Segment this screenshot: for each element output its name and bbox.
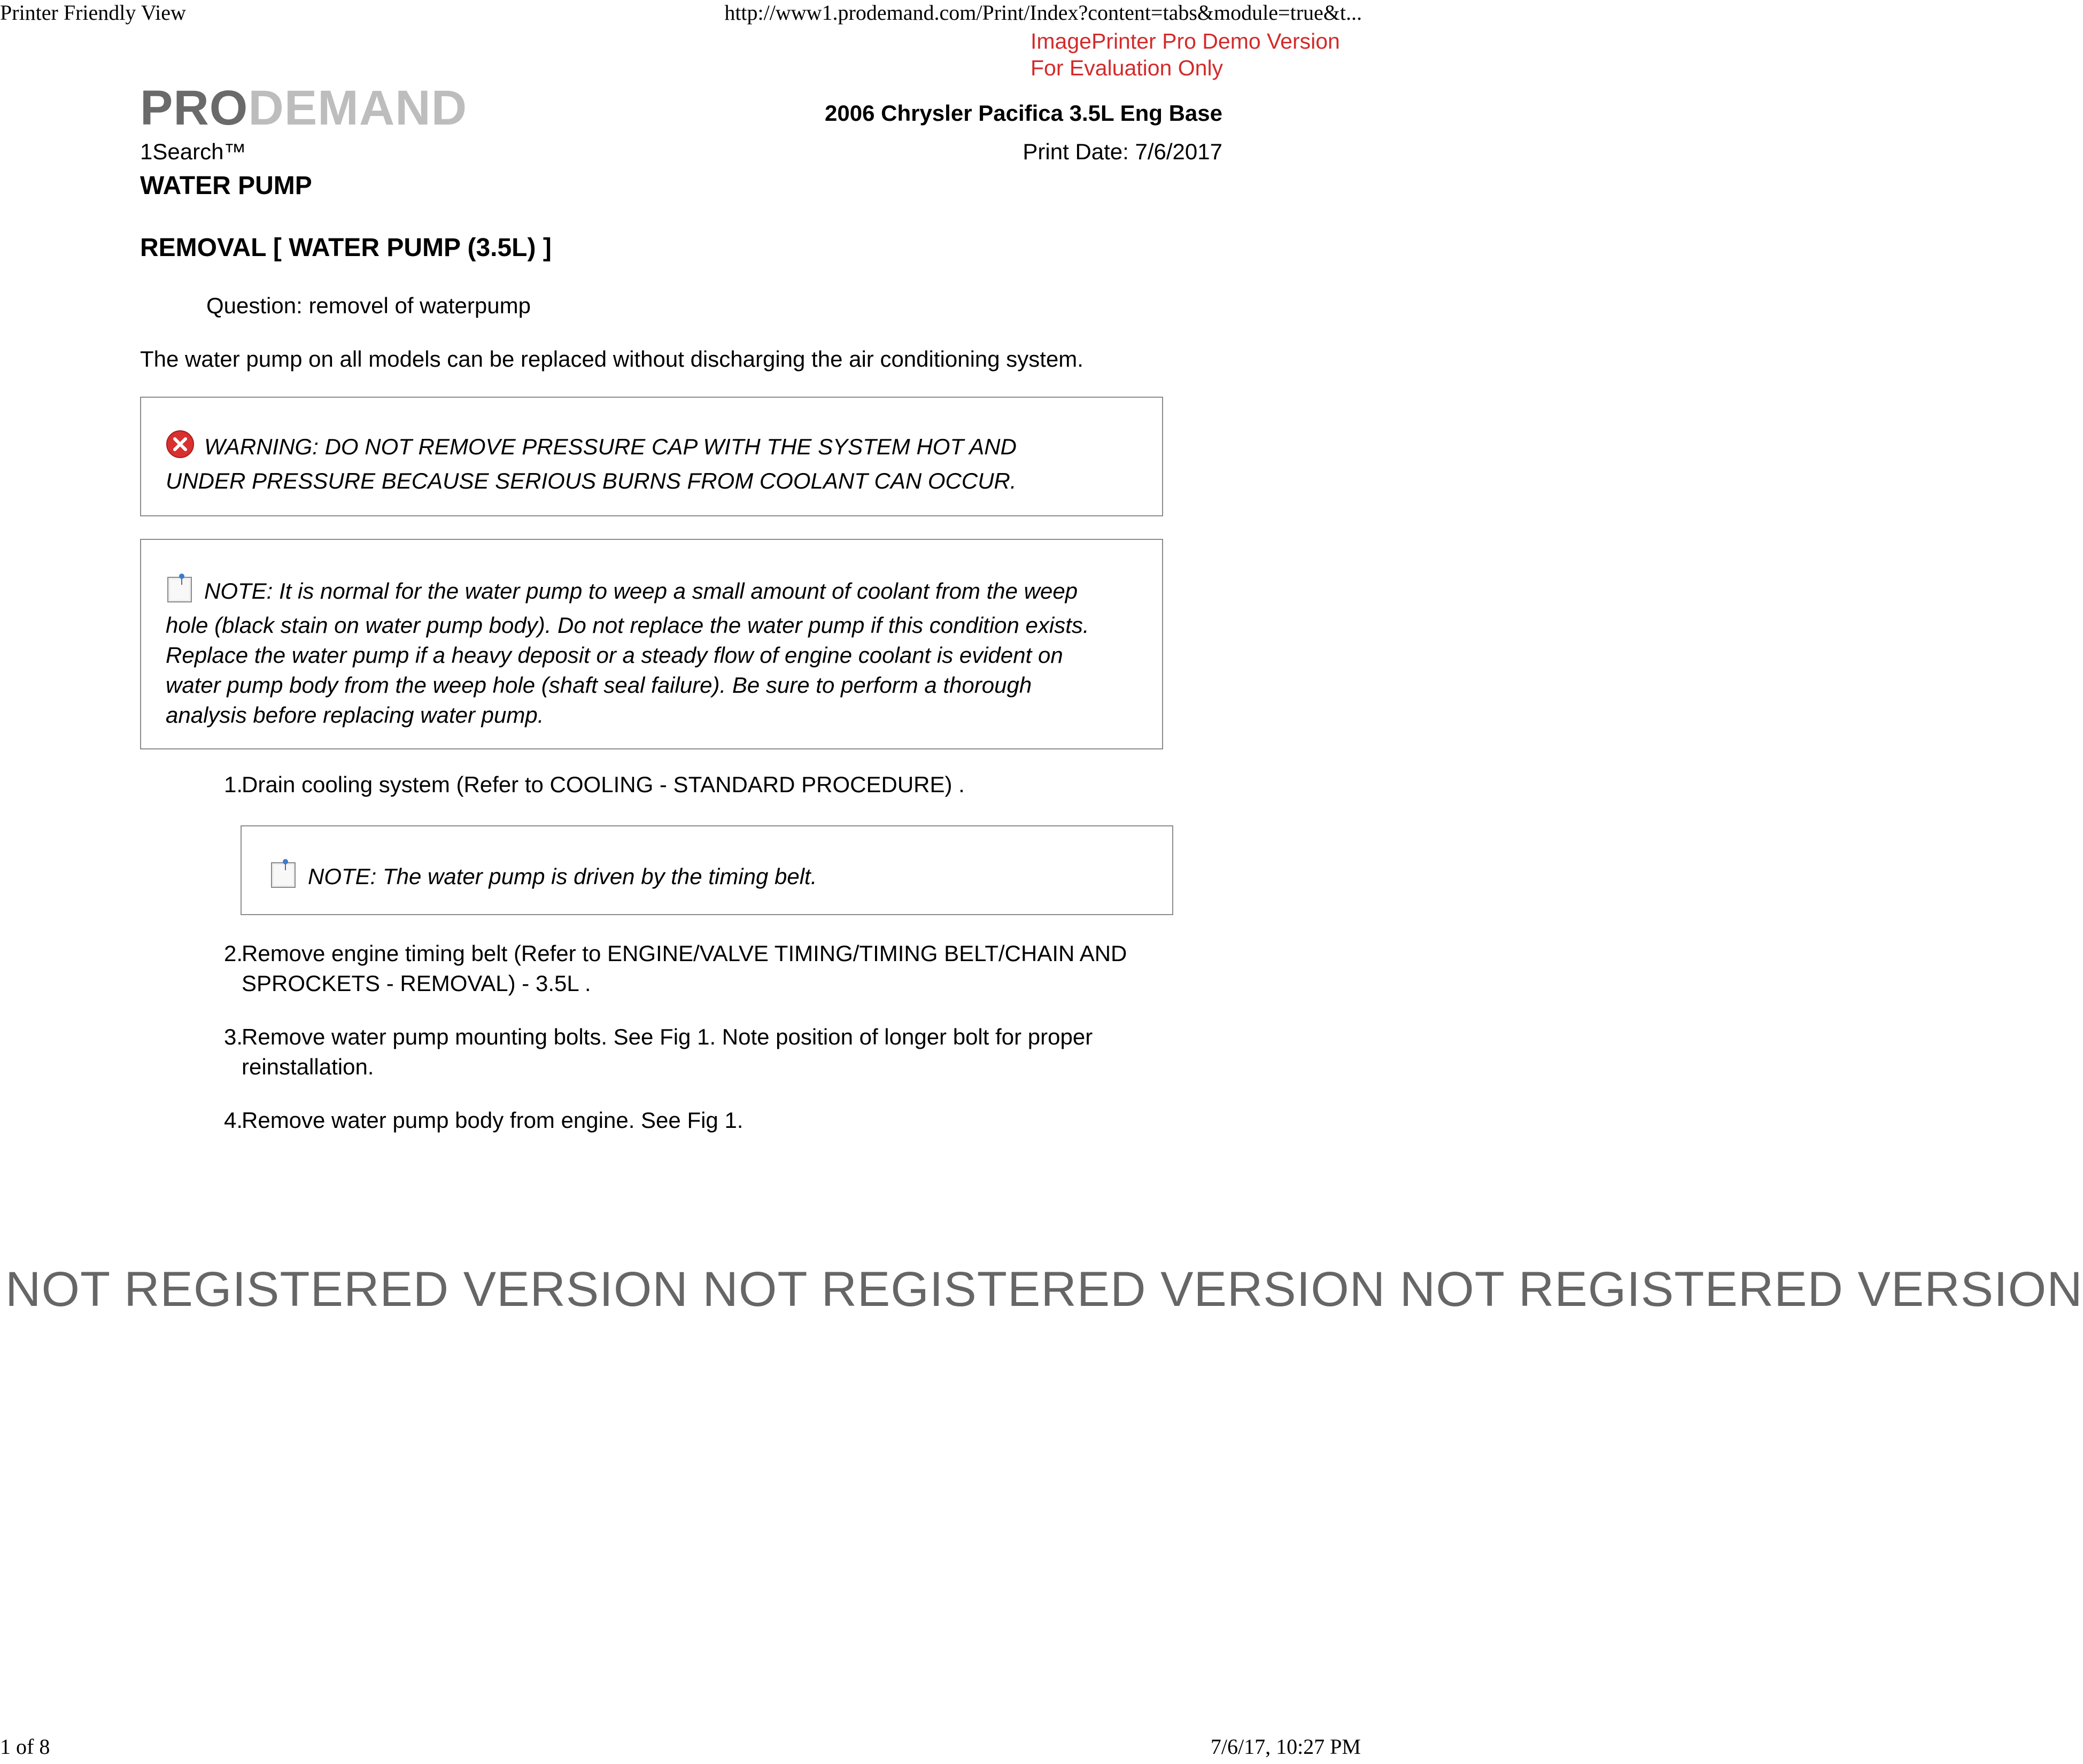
step1-note-text: NOTE: The water pump is driven by the timing belt. — [308, 864, 817, 889]
warning-box — [140, 397, 1163, 516]
warning-line1: WARNING: DO NOT REMOVE PRESSURE CAP WITH THE SYSTEM HOT AND — [204, 434, 1017, 459]
vehicle-info: 2006 Chrysler Pacifica 3.5L Eng Base — [825, 100, 1222, 126]
demo-notice — [1031, 28, 1340, 81]
note-line2: hole (black stain on water pump body). Do not replace the water pump if this condition exists. — [166, 613, 1089, 638]
note-line1: NOTE: It is normal for the water pump to weep a small amount of coolant from the weep — [204, 578, 1078, 604]
question-text: Question: removel of waterpump — [206, 293, 531, 318]
browser-header-url: http://www1.prodemand.com/Print/Index?content=tabs&module=true&t... — [724, 1, 1362, 25]
demo-notice-line1: ImagePrinter Pro Demo Version — [1031, 29, 1340, 53]
note-pin-icon — [166, 573, 195, 610]
error-x-icon — [166, 430, 195, 466]
step-text: SPROCKETS - REMOVAL) - 3.5L . — [242, 971, 591, 996]
note-pin-icon — [269, 858, 298, 896]
note-line4: water pump body from the weep hole (shaft seal failure). Be sure to perform a thorough — [166, 672, 1032, 698]
page-counter: 1 of 8 — [0, 1735, 50, 1759]
section-title: REMOVAL [ WATER PUMP (3.5L) ] — [140, 234, 552, 262]
step-number: 3. — [223, 1024, 243, 1049]
step1-note-box — [241, 825, 1173, 915]
logo-part-pro: PRO — [140, 81, 249, 135]
step-number: 2. — [223, 941, 243, 966]
note-box — [140, 539, 1163, 749]
step-text: Remove water pump body from engine. See Fig 1. — [242, 1108, 744, 1133]
warning-line2: UNDER PRESSURE BECAUSE SERIOUS BURNS FROM COOLANT CAN OCCUR. — [166, 468, 1017, 493]
step-number: 4. — [223, 1108, 243, 1133]
prodemand-logo — [140, 83, 467, 133]
print-date: Print Date: 7/6/2017 — [1023, 139, 1222, 164]
search-label: 1Search™ — [140, 139, 246, 164]
step-text: Remove water pump mounting bolts. See Fig 1. Note position of longer bolt for proper — [242, 1024, 1093, 1049]
logo-part-demand: DEMAND — [248, 81, 468, 135]
step-text: Drain cooling system (Refer to COOLING - STANDARD PROCEDURE) . — [242, 772, 965, 797]
demo-notice-line2: For Evaluation Only — [1031, 56, 1224, 80]
intro-paragraph: The water pump on all models can be replaced without discharging the air conditioning system. — [140, 346, 1083, 372]
browser-header-title: Printer Friendly View — [0, 1, 186, 25]
step-text: Remove engine timing belt (Refer to ENGINE/VALVE TIMING/TIMING BELT/CHAIN AND — [242, 941, 1127, 966]
page-title: WATER PUMP — [140, 172, 312, 200]
footer-timestamp: 7/6/17, 10:27 PM — [1210, 1735, 1361, 1759]
watermark: NOT REGISTERED VERSION NOT REGISTERED VERSION NOT REGISTERED VERSION — [5, 1262, 2083, 1317]
note-line3: Replace the water pump if a heavy deposit or a steady flow of engine coolant is evident on — [166, 643, 1063, 668]
step-number: 1. — [223, 772, 243, 797]
note-line5: analysis before replacing water pump. — [166, 702, 544, 728]
step-text: reinstallation. — [242, 1054, 374, 1079]
